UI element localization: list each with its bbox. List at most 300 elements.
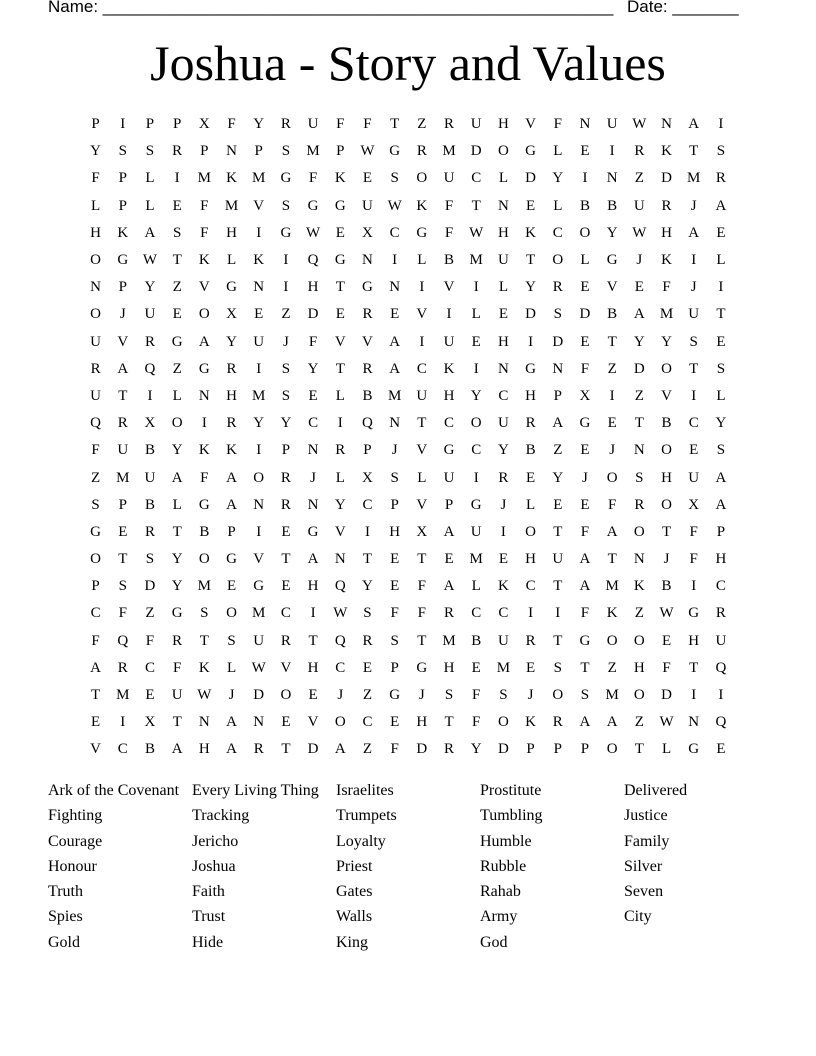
grid-letter: T <box>281 741 291 758</box>
grid-letter: M <box>469 551 483 568</box>
grid-letter: R <box>362 632 373 649</box>
grid-letter: H <box>525 551 537 568</box>
grid-letter: J <box>663 551 670 568</box>
grid-letter: T <box>689 360 699 377</box>
grid-letter: T <box>172 714 182 731</box>
grid-letter: W <box>632 116 647 133</box>
grid-letter: G <box>362 279 373 296</box>
grid-letter: W <box>306 224 321 241</box>
grid-letter: O <box>280 687 292 704</box>
grid-letter: F <box>200 224 209 241</box>
grid-letter: T <box>689 659 699 676</box>
grid-letter: I <box>446 306 452 323</box>
grid-letter: V <box>253 197 265 214</box>
grid-letter: A <box>579 551 591 568</box>
grid-letter: S <box>281 360 291 377</box>
grid-letter: A <box>307 551 319 568</box>
grid-letter: J <box>119 306 126 323</box>
grid-letter: N <box>198 387 210 404</box>
grid-letter: I <box>201 415 207 432</box>
grid-letter: M <box>605 687 619 704</box>
grid-letter: I <box>473 360 479 377</box>
word-list-item: Walls <box>336 908 373 926</box>
grid-letter: U <box>144 306 156 323</box>
grid-letter: U <box>497 415 509 432</box>
grid-letter: A <box>443 523 455 540</box>
grid-letter: E <box>471 659 481 676</box>
grid-letter: K <box>606 605 618 622</box>
grid-letter: L <box>553 143 563 160</box>
grid-letter: R <box>280 469 291 486</box>
grid-letter: R <box>444 605 455 622</box>
grid-letter: B <box>607 197 618 214</box>
grid-letter: N <box>362 252 373 269</box>
grid-letter: H <box>661 469 672 486</box>
grid-letter: L <box>226 659 237 676</box>
grid-letter: U <box>443 469 455 486</box>
grid-letter: X <box>362 224 373 241</box>
grid-letter: T <box>281 551 291 568</box>
grid-letter: W <box>197 687 212 704</box>
grid-letter: E <box>390 551 400 568</box>
grid-letter: F <box>91 632 100 649</box>
grid-letter: X <box>362 469 373 486</box>
grid-letter: U <box>90 387 102 404</box>
grid-letter: H <box>497 224 509 241</box>
grid-letter: E <box>526 469 536 486</box>
grid-letter: G <box>389 687 401 704</box>
grid-letter: C <box>308 415 319 432</box>
grid-letter: B <box>144 496 155 513</box>
grid-letter: A <box>117 360 129 377</box>
grid-letter: E <box>580 496 590 513</box>
grid-letter: T <box>118 551 128 568</box>
grid-letter: G <box>334 197 346 214</box>
grid-letter: Y <box>715 415 727 432</box>
grid-letter: Y <box>606 224 618 241</box>
grid-letter: W <box>333 605 348 622</box>
grid-letter: P <box>553 741 562 758</box>
grid-letter: O <box>552 252 564 269</box>
grid-letter: P <box>390 659 399 676</box>
grid-letter: N <box>552 360 564 377</box>
grid-letter: I <box>473 469 479 486</box>
grid-letter: L <box>172 387 182 404</box>
grid-letter: L <box>91 197 101 214</box>
grid-letter: S <box>635 469 644 486</box>
grid-letter: P <box>281 442 291 459</box>
grid-letter: S <box>172 224 182 241</box>
grid-letter: H <box>661 224 672 241</box>
word-list-item: Joshua <box>192 857 236 875</box>
grid-letter: O <box>552 687 564 704</box>
grid-letter: G <box>280 170 292 187</box>
grid-letter: T <box>689 143 699 160</box>
grid-letter: E <box>471 333 481 350</box>
grid-letter: P <box>580 741 590 758</box>
grid-letter: E <box>634 279 644 296</box>
grid-letter: D <box>579 306 591 323</box>
grid-letter: X <box>144 714 156 731</box>
grid-letter: Y <box>552 469 564 486</box>
grid-letter: K <box>226 170 237 187</box>
grid-letter: T <box>91 687 101 704</box>
grid-letter: B <box>471 632 482 649</box>
grid-letter: I <box>310 605 316 622</box>
grid-letter: Y <box>661 333 672 350</box>
grid-letter: Y <box>633 333 645 350</box>
grid-letter: U <box>307 116 319 133</box>
grid-letter: Q <box>715 714 727 731</box>
grid-letter: R <box>444 741 455 758</box>
grid-letter: G <box>579 632 591 649</box>
grid-letter: W <box>387 197 402 214</box>
grid-letter: Y <box>497 442 509 459</box>
letter-grid <box>82 111 735 764</box>
grid-letter: G <box>416 659 428 676</box>
grid-letter: Z <box>634 170 644 187</box>
grid-letter: X <box>198 116 210 133</box>
grid-letter: S <box>91 496 100 513</box>
grid-letter: R <box>117 659 128 676</box>
word-list-item: Family <box>624 832 670 850</box>
grid-letter: K <box>198 442 210 459</box>
grid-letter: A <box>389 360 401 377</box>
grid-letter: M <box>224 197 239 214</box>
grid-letter: R <box>552 714 563 731</box>
grid-letter: E <box>607 415 617 432</box>
grid-letter: A <box>688 116 700 133</box>
grid-letter: I <box>364 523 370 540</box>
word-list-item: Army <box>480 908 518 926</box>
word-list <box>48 778 768 955</box>
grid-letter: S <box>200 605 209 622</box>
grid-letter: V <box>307 714 319 731</box>
grid-letter: P <box>526 741 535 758</box>
word-list-item: Prostitute <box>480 782 542 799</box>
grid-letter: I <box>147 387 153 404</box>
grid-letter: F <box>200 197 209 214</box>
grid-letter: E <box>308 687 318 704</box>
grid-letter: E <box>716 224 726 241</box>
grid-letter: N <box>334 551 346 568</box>
grid-letter: D <box>633 360 645 377</box>
grid-letter: I <box>528 605 534 622</box>
grid-letter: M <box>442 143 456 160</box>
grid-letter: O <box>633 687 645 704</box>
grid-letter: V <box>661 387 672 404</box>
grid-letter: I <box>419 333 425 350</box>
grid-letter: Y <box>552 170 564 187</box>
grid-letter: Y <box>171 578 183 595</box>
grid-letter: J <box>418 687 425 704</box>
grid-letter: I <box>691 687 697 704</box>
grid-letter: Q <box>362 415 373 432</box>
grid-letter: F <box>308 170 318 187</box>
grid-letter: O <box>171 415 183 432</box>
grid-letter: V <box>416 496 428 513</box>
grid-letter: L <box>716 387 726 404</box>
grid-letter: U <box>470 116 482 133</box>
grid-letter: L <box>226 252 237 269</box>
grid-letter: U <box>443 170 455 187</box>
grid-letter: S <box>716 442 726 459</box>
grid-letter: C <box>525 578 536 595</box>
grid-letter: S <box>227 632 236 649</box>
grid-letter: G <box>470 496 482 513</box>
grid-letter: I <box>718 687 724 704</box>
grid-letter: U <box>362 197 373 214</box>
grid-letter: R <box>226 360 237 377</box>
grid-letter: F <box>363 116 372 133</box>
grid-letter: O <box>334 714 346 731</box>
grid-letter: H <box>715 551 727 568</box>
grid-letter: D <box>416 741 428 758</box>
grid-letter: V <box>606 279 618 296</box>
word-list-item: Every Living Thing <box>192 782 319 799</box>
grid-letter: O <box>226 605 237 622</box>
header-fields <box>48 0 768 21</box>
name-field-label: Name: ______________________________________________________ <box>48 0 614 16</box>
grid-letter: L <box>172 496 182 513</box>
grid-letter: E <box>390 306 400 323</box>
grid-letter: O <box>90 551 102 568</box>
grid-letter: S <box>499 687 508 704</box>
grid-letter: L <box>498 170 508 187</box>
grid-letter: S <box>281 197 291 214</box>
grid-letter: A <box>171 469 183 486</box>
grid-letter: L <box>498 279 508 296</box>
grid-letter: R <box>552 279 563 296</box>
grid-letter: I <box>718 116 724 133</box>
grid-letter: O <box>579 224 591 241</box>
grid-letter: G <box>443 442 455 459</box>
grid-letter: M <box>197 578 212 595</box>
grid-letter: A <box>389 333 401 350</box>
grid-letter: U <box>688 306 700 323</box>
grid-letter: X <box>226 306 237 323</box>
grid-letter: E <box>689 442 699 459</box>
grid-letter: A <box>715 496 727 513</box>
grid-letter: Z <box>172 279 182 296</box>
grid-letter: J <box>636 252 643 269</box>
grid-letter: A <box>443 578 455 595</box>
grid-letter: S <box>716 360 726 377</box>
grid-letter: A <box>579 714 591 731</box>
grid-letter: T <box>199 632 209 649</box>
grid-letter: O <box>90 252 102 269</box>
grid-letter: T <box>444 714 454 731</box>
grid-letter: F <box>689 551 698 568</box>
grid-letter: A <box>715 469 727 486</box>
grid-letter: F <box>580 523 590 540</box>
grid-letter: O <box>497 143 509 160</box>
grid-letter: U <box>497 252 509 269</box>
grid-letter: Z <box>281 306 291 323</box>
grid-letter: T <box>417 632 427 649</box>
word-list-item: Faith <box>192 883 225 901</box>
grid-letter: P <box>91 578 100 595</box>
grid-letter: X <box>688 496 700 513</box>
grid-letter: O <box>497 714 509 731</box>
word-list-item: Israelites <box>336 782 394 799</box>
grid-letter: G <box>171 333 183 350</box>
grid-letter: W <box>659 714 674 731</box>
grid-letter: B <box>144 442 155 459</box>
grid-letter: S <box>118 143 127 160</box>
grid-letter: Y <box>280 415 292 432</box>
word-list-item: Spies <box>48 908 83 926</box>
grid-letter: A <box>198 333 210 350</box>
grid-letter: T <box>118 387 128 404</box>
grid-letter: K <box>226 442 237 459</box>
grid-letter: N <box>389 415 401 432</box>
grid-letter: L <box>661 741 672 758</box>
grid-letter: I <box>392 252 398 269</box>
grid-letter: U <box>715 632 727 649</box>
word-list-item: Tumbling <box>480 807 543 825</box>
grid-letter: W <box>360 143 375 160</box>
grid-letter: Y <box>525 279 537 296</box>
grid-letter: N <box>389 279 401 296</box>
grid-letter: E <box>716 333 726 350</box>
grid-letter: S <box>716 143 726 160</box>
grid-letter: I <box>691 252 697 269</box>
grid-letter: R <box>144 523 155 540</box>
word-list-item: Delivered <box>624 782 688 799</box>
grid-letter: U <box>253 333 265 350</box>
grid-letter: Y <box>226 333 237 350</box>
grid-letter: S <box>363 605 372 622</box>
grid-letter: N <box>688 714 700 731</box>
grid-letter: B <box>199 523 210 540</box>
grid-letter: L <box>471 306 481 323</box>
grid-letter: H <box>525 387 537 404</box>
grid-letter: C <box>471 170 482 187</box>
grid-letter: A <box>606 523 618 540</box>
grid-letter: S <box>390 632 399 649</box>
grid-letter: V <box>198 279 210 296</box>
grid-letter: Z <box>145 605 155 622</box>
grid-letter: E <box>553 496 563 513</box>
grid-letter: U <box>552 551 564 568</box>
grid-letter: R <box>525 632 536 649</box>
grid-letter: W <box>469 224 484 241</box>
grid-letter: E <box>172 306 182 323</box>
grid-letter: H <box>307 279 319 296</box>
grid-letter: P <box>200 143 209 160</box>
word-list-item: Jericho <box>192 832 239 850</box>
grid-letter: R <box>416 143 427 160</box>
word-list-item: God <box>480 933 508 951</box>
grid-letter: M <box>116 469 130 486</box>
word-list-item: Humble <box>480 832 532 850</box>
grid-letter: C <box>362 714 373 731</box>
grid-letter: C <box>117 741 128 758</box>
grid-letter: L <box>716 252 726 269</box>
grid-letter: T <box>308 632 318 649</box>
grid-letter: Y <box>334 496 346 513</box>
word-list-item: Trumpets <box>336 807 397 825</box>
grid-letter: B <box>444 252 455 269</box>
grid-letter: U <box>606 116 618 133</box>
grid-letter: B <box>661 415 672 432</box>
grid-letter: T <box>526 252 536 269</box>
grid-letter: O <box>90 306 102 323</box>
grid-letter: M <box>387 387 402 404</box>
grid-letter: P <box>444 496 454 513</box>
grid-letter: M <box>252 170 266 187</box>
grid-letter: F <box>444 224 454 241</box>
grid-letter: R <box>117 415 128 432</box>
grid-letter: V <box>525 116 537 133</box>
grid-letter: H <box>198 741 210 758</box>
grid-letter: K <box>334 170 346 187</box>
grid-letter: E <box>308 387 318 404</box>
grid-letter: O <box>661 442 672 459</box>
grid-letter: U <box>90 333 102 350</box>
grid-letter: F <box>118 605 127 622</box>
grid-letter: I <box>174 170 180 187</box>
grid-letter: H <box>226 224 237 241</box>
grid-letter: Z <box>362 687 373 704</box>
grid-letter: G <box>307 197 319 214</box>
grid-letter: N <box>226 143 237 160</box>
grid-letter: F <box>472 714 481 731</box>
grid-letter: C <box>416 360 427 377</box>
grid-letter: V <box>90 741 102 758</box>
grid-letter: Q <box>307 252 319 269</box>
grid-letter: M <box>469 252 483 269</box>
grid-letter: P <box>716 523 726 540</box>
grid-letter: G <box>198 360 210 377</box>
grid-letter: J <box>282 333 289 350</box>
grid-letter: I <box>555 605 561 622</box>
grid-letter: N <box>497 197 509 214</box>
grid-letter: F <box>553 116 562 133</box>
grid-letter: G <box>334 252 346 269</box>
grid-letter: B <box>525 442 536 459</box>
grid-letter: K <box>525 714 537 731</box>
grid-letter: Y <box>253 415 265 432</box>
date-field-label: Date: _______ <box>627 0 739 16</box>
grid-letter: Y <box>171 551 183 568</box>
grid-letter: K <box>633 578 645 595</box>
grid-letter: S <box>118 578 127 595</box>
grid-letter: O <box>525 523 537 540</box>
grid-letter: C <box>444 415 455 432</box>
grid-letter: R <box>634 143 645 160</box>
grid-letter: E <box>281 523 291 540</box>
grid-letter: Q <box>144 360 156 377</box>
word-list-item: City <box>624 908 652 926</box>
grid-letter: R <box>715 170 726 187</box>
grid-letter: E <box>716 741 726 758</box>
grid-letter: R <box>144 333 155 350</box>
grid-letter: T <box>634 741 644 758</box>
grid-letter: P <box>145 116 155 133</box>
grid-letter: N <box>661 116 672 133</box>
grid-letter: M <box>605 578 619 595</box>
grid-letter: E <box>362 659 373 676</box>
grid-letter: I <box>256 442 262 459</box>
grid-letter: G <box>117 252 129 269</box>
grid-letter: G <box>688 605 700 622</box>
grid-letter: E <box>580 333 590 350</box>
grid-letter: W <box>659 605 674 622</box>
grid-letter: Y <box>90 143 102 160</box>
grid-letter: X <box>416 523 428 540</box>
